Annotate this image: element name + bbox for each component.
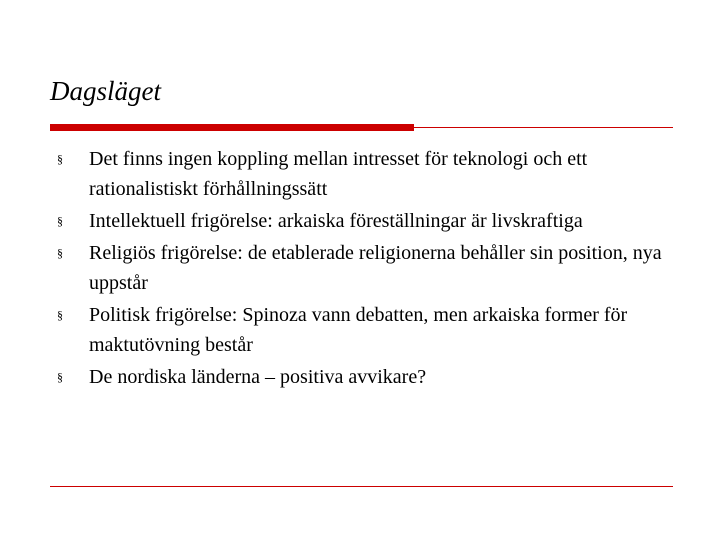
bullet-text: Det finns ingen koppling mellan intresset för teknologi och ett rationalistiskt förhållningssätt — [89, 148, 588, 200]
bullet-text: Intellektuell frigörelse: arkaiska föreställningar är livskraftiga — [89, 210, 583, 232]
bullet-text: De nordiska länderna – positiva avvikare? — [89, 366, 427, 388]
bullet-marker-icon: § — [57, 152, 63, 166]
bullet-list — [50, 144, 670, 394]
bullet-text: Religiös frigörelse: de etablerade religionerna behåller sin position, nya uppstår — [89, 242, 662, 294]
title-underline — [50, 124, 673, 132]
bullet-item — [50, 300, 670, 360]
bullet-text: Politisk frigörelse: Spinoza vann debatten, men arkaiska former för maktutövning består — [89, 304, 628, 356]
slide-title: Dagsläget — [50, 76, 161, 106]
bullet-item — [50, 206, 670, 236]
bullet-marker-icon: § — [57, 370, 63, 384]
bullet-marker-icon: § — [57, 246, 63, 260]
title-underline-thin — [50, 127, 673, 128]
bullet-item — [50, 238, 670, 298]
bullet-item — [50, 144, 670, 204]
footer-divider — [50, 486, 673, 487]
bullet-marker-icon: § — [57, 308, 63, 322]
bullet-item — [50, 362, 670, 392]
bullet-marker-icon: § — [57, 214, 63, 228]
